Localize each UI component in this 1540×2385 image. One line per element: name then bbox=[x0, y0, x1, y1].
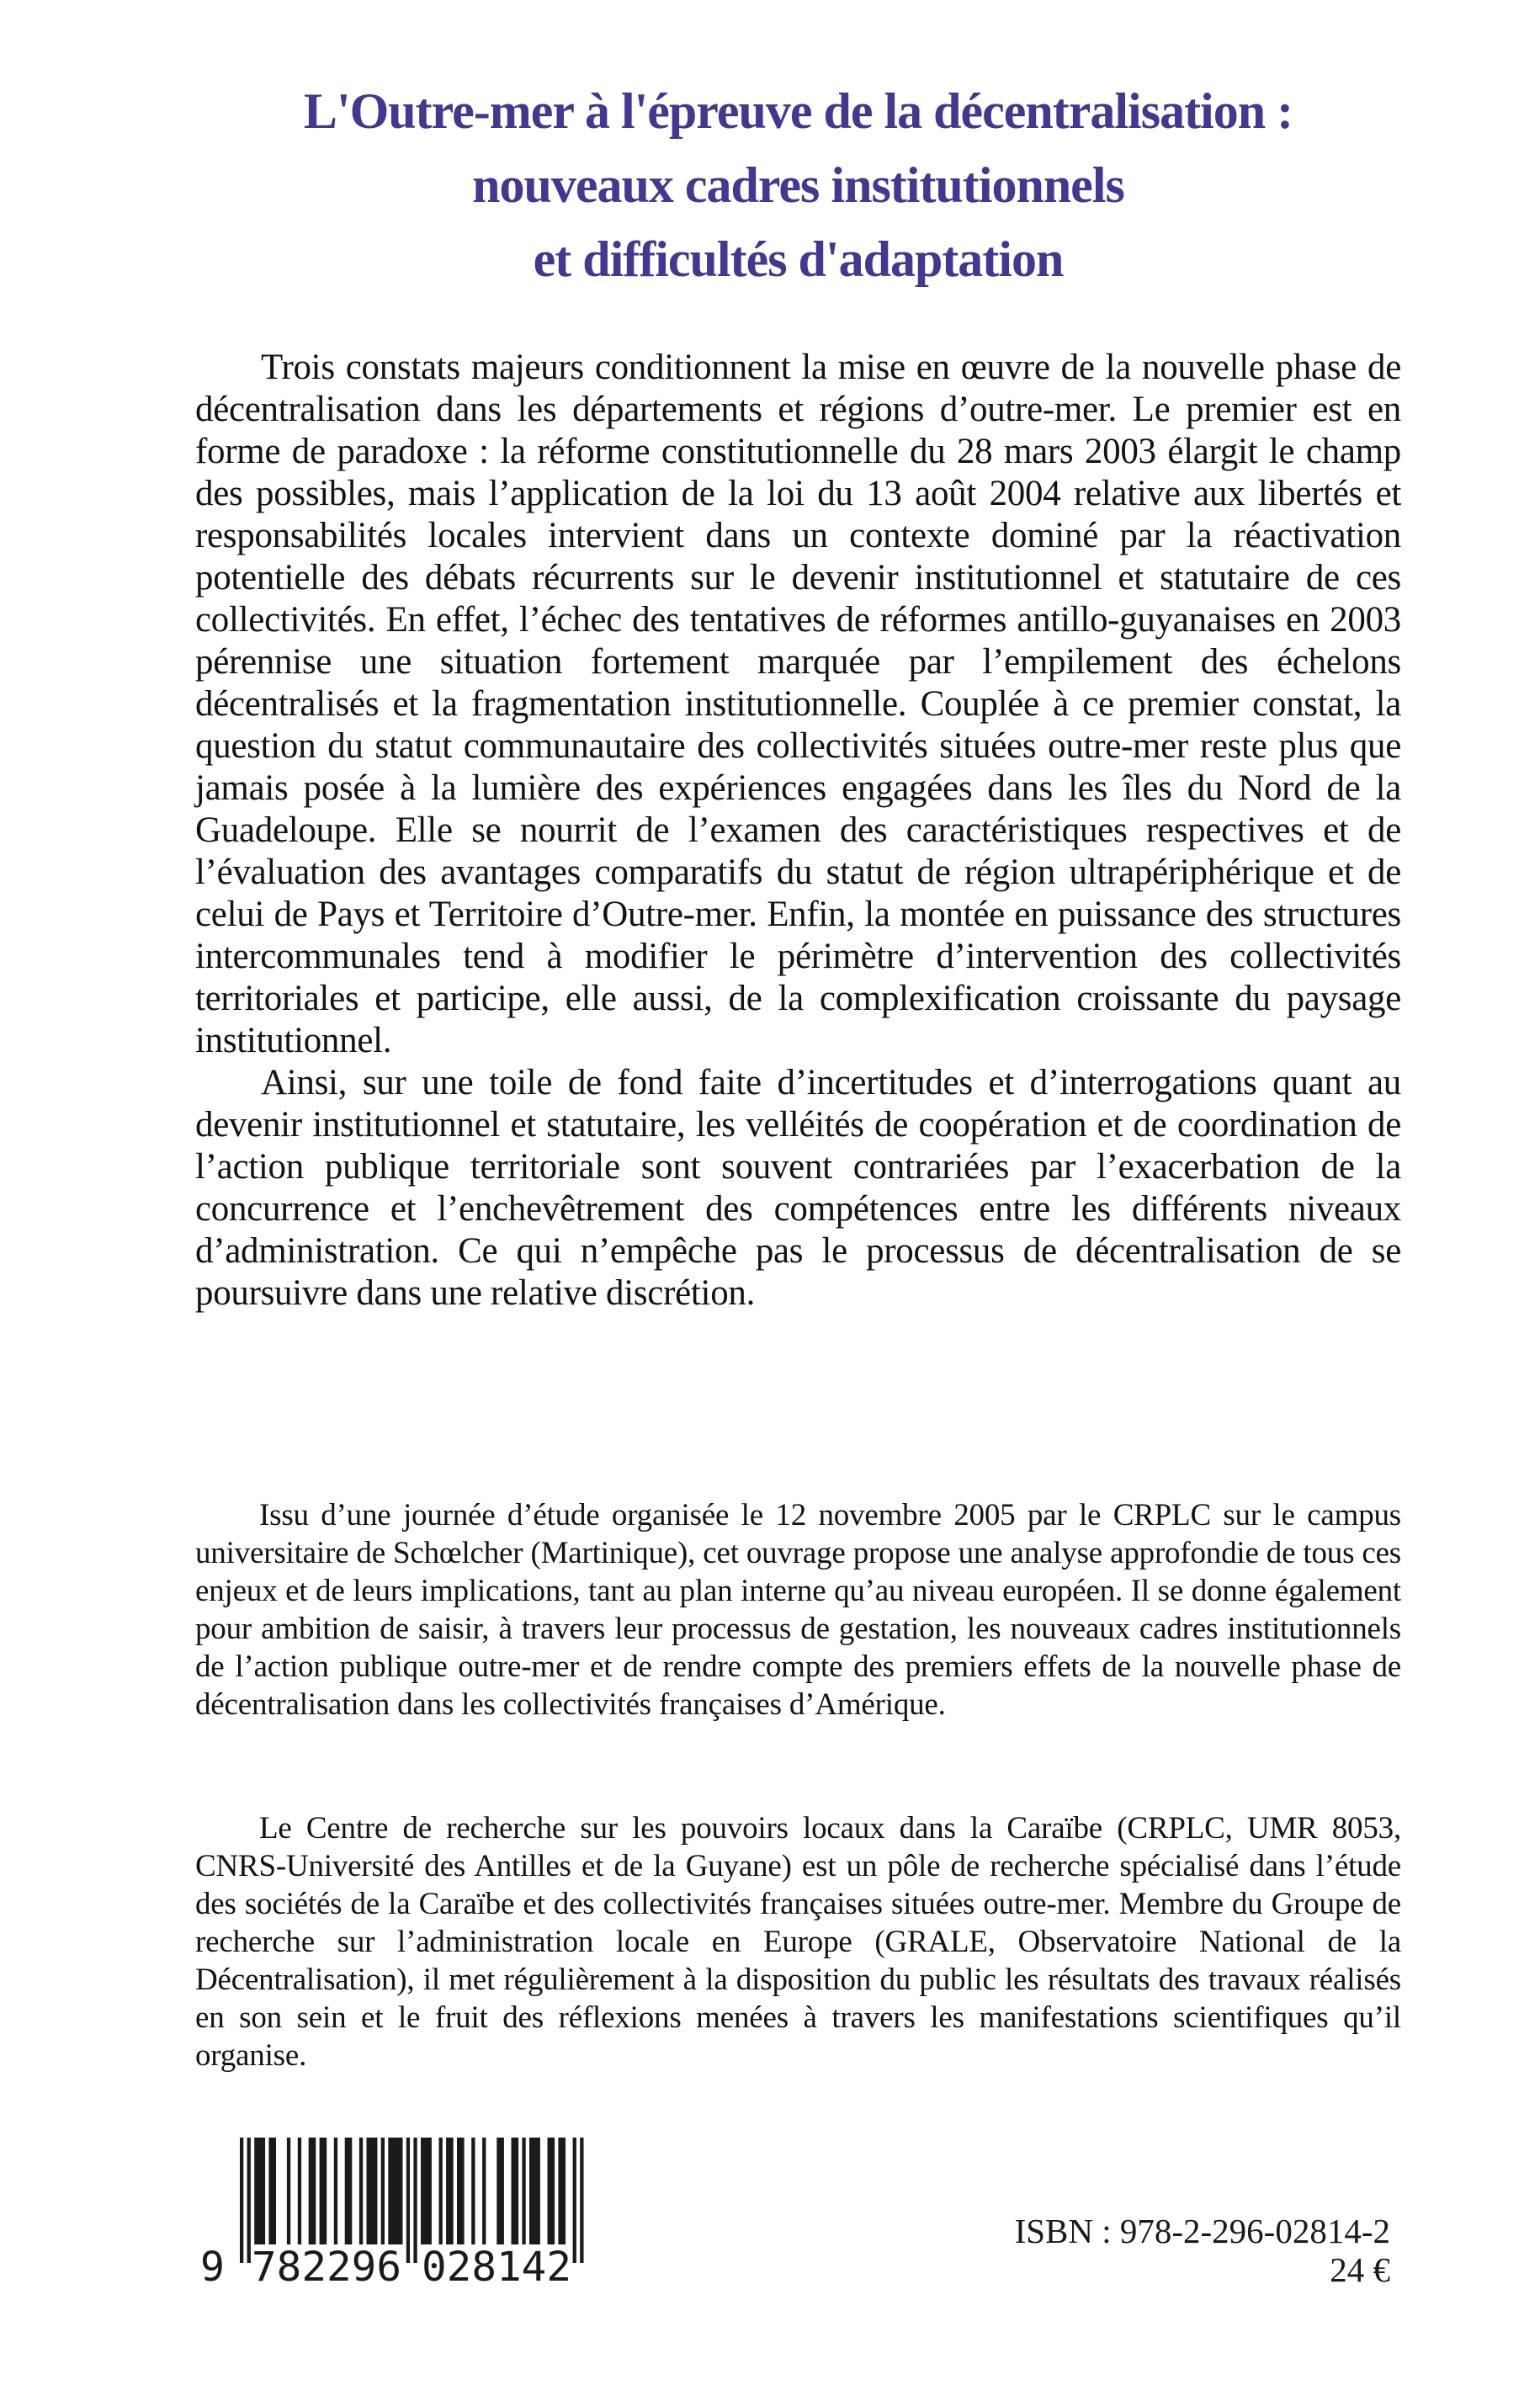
book-title-line-1: L'Outre-mer à l'épreuve de la décentralisation : bbox=[303, 83, 1293, 139]
about-publisher-section bbox=[195, 1809, 1401, 2074]
book-title-line-2: nouveaux cadres institutionnels bbox=[472, 157, 1124, 213]
synopsis-paragraph-1: Trois constats majeurs conditionnent la mise en œuvre de la nouvelle phase de décentralisation dans les départements et régions d’outre-mer. Le premier est en forme de paradoxe : la réforme constitutionnelle du 28 mars 2003 élargit le champ des possibles, mais l’application de la loi du 13 août 2004 relative aux libertés et responsabilités locales intervient dans un contexte dominé par la réactivation potentielle des débats récurrents sur le devenir institutionnel et statutaire de ces collectivités. En effet, l’échec des tentatives de réformes antillo-guyanaises en 2003 pérennise une situation fortement marquée par l’empilement des échelons décentralisés et la fragmentation institutionnelle. Couplée à ce premier constat, la question du statut communautaire des collectivités situées outre-mer reste plus que jamais posée à la lumière des expériences engagées dans les îles du Nord de la Guadeloupe. Elle se nourrit de l’examen des caractéristiques respectives et de l’évaluation des avantages comparatifs du statut de région ultrapériphérique et de celui de Pays et Territoire d’Outre-mer. Enfin, la montée en puissance des structures intercommunales tend à modifier le périmètre d’intervention des collectivités territoriales et participe, elle aussi, de la complexification croissante du paysage institutionnel. bbox=[195, 348, 1401, 1060]
synopsis-paragraph-2: Ainsi, sur une toile de fond faite d’incertitudes et d’interrogations quant au devenir institutionnel et statutaire, les velléités de coopération et de coordination de l’action publique territoriale sont souvent contrariées par l’exacerbation de la concurrence et l’enchevêtrement des compétences entre les différents niveaux d’administration. Ce qui n’empêche pas le processus de décentralisation de se poursuivre dans une relative discrétion. bbox=[195, 1063, 1401, 1313]
book-title-line-3: et difficultés d'adaptation bbox=[533, 231, 1064, 287]
barcode-digit-first: 9 bbox=[200, 2244, 225, 2287]
about-book-paragraph: Issu d’une journée d’étude organisée le 12 novembre 2005 par le CRPLC sur le campus universitaire de Schœlcher (Martinique), cet ouvrage propose une analyse approfondie de tous ces enjeux et de leurs implications, tant au plan interne qu’au niveau européen. Il se donne également pour ambition de saisir, à travers leur processus de gestation, les nouveaux cadres institutionnels de l’action publique outre-mer et de rendre compte des premiers effets de la nouvelle phase de décentralisation dans les collectivités françaises d’Amérique. bbox=[195, 1498, 1401, 1722]
barcode-digit-group1: 782296 bbox=[252, 2244, 401, 2287]
isbn-price-block bbox=[1015, 2212, 1390, 2289]
isbn-text: ISBN : 978-2-296-02814-2 bbox=[1014, 2212, 1390, 2250]
synopsis-section bbox=[195, 347, 1401, 1315]
about-publisher-paragraph: Le Centre de recherche sur les pouvoirs locaux dans la Caraïbe (CRPLC, UMR 8053, CNRS-Université des Antilles et de la Guyane) est un pôle de recherche spécialisé dans l’étude des sociétés de la Caraïbe et des collectivités françaises situées outre-mer. Membre du Groupe de recherche sur l’administration locale en Europe (GRALE, Observatoire National de la Décentralisation), il met régulièrement à la disposition du public les résultats des travaux réalisés en son sein et le fruit des réflexions menées à travers les manifestations scientifiques qu’il organise. bbox=[195, 1811, 1401, 2073]
ean13-barcode bbox=[199, 2136, 594, 2287]
about-book-section bbox=[195, 1496, 1401, 1724]
barcode-digit-group2: 028142 bbox=[422, 2244, 571, 2287]
book-title bbox=[195, 74, 1401, 296]
price-text: 24 € bbox=[1330, 2250, 1390, 2289]
